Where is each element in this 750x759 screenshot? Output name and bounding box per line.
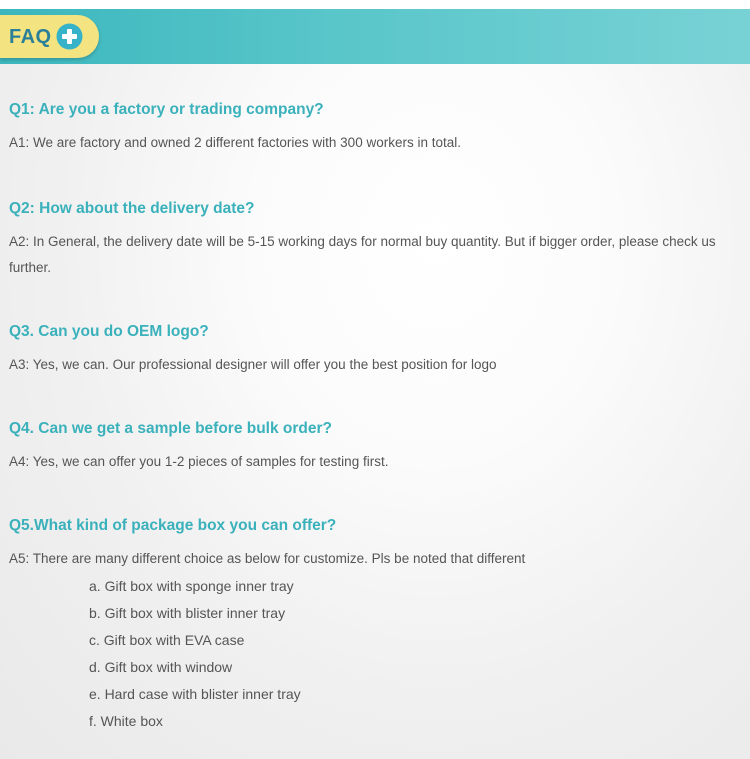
- faq-answer-1: A1: We are factory and owned 2 different factories with 300 workers in total.: [9, 135, 461, 150]
- package-option-f: f. White box: [89, 713, 163, 729]
- faq-answer-4: A4: Yes, we can offer you 1-2 pieces of samples for testing first.: [9, 454, 389, 469]
- faq-question-2: Q2: How about the delivery date?: [9, 200, 255, 217]
- package-option-a: a. Gift box with sponge inner tray: [89, 578, 294, 594]
- faq-question-1: Q1: Are you a factory or trading company?: [9, 101, 324, 118]
- faq-question-3: Q3. Can you do OEM logo?: [9, 323, 209, 340]
- header-bar: [0, 9, 750, 64]
- package-option-d: d. Gift box with window: [89, 659, 233, 675]
- faq-answer-3: A3: Yes, we can. Our professional designer will offer you the best position for logo: [9, 357, 497, 372]
- top-strip: [0, 0, 750, 9]
- plus-circle-icon: [56, 23, 83, 50]
- package-option-c: c. Gift box with EVA case: [89, 632, 245, 648]
- faq-tab: [0, 15, 99, 58]
- faq-answer-2: A2: In General, the delivery date will be 5-15 working days for normal buy quantity. But if bigger order, please check us further.: [9, 234, 716, 275]
- package-option-b: b. Gift box with blister inner tray: [89, 605, 286, 621]
- faq-answer-5: A5: There are many different choice as below for customize. Pls be noted that different: [9, 551, 526, 566]
- package-option-e: e. Hard case with blister inner tray: [89, 686, 301, 702]
- faq-title: FAQ: [9, 26, 52, 48]
- faq-question-4: Q4. Can we get a sample before bulk order?: [9, 420, 333, 437]
- faq-question-5: Q5.What kind of package box you can offer?: [9, 517, 337, 534]
